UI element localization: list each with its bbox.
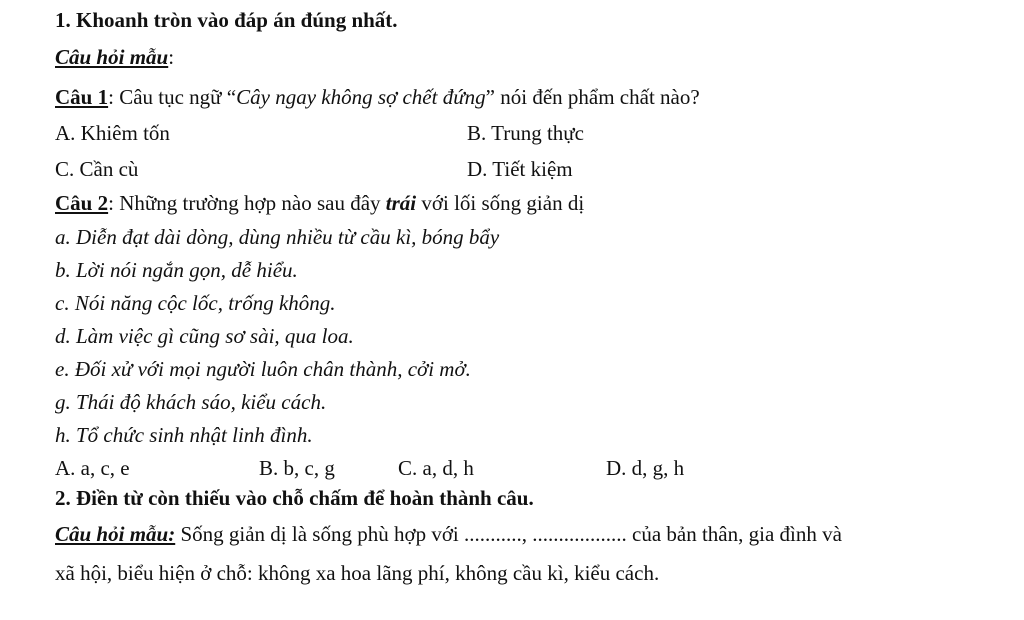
sample-question-colon: : bbox=[168, 45, 175, 69]
q2-item-d: d. Làm việc gì cũng sơ sài, qua loa. bbox=[55, 324, 354, 348]
q2-item-g: g. Thái độ khách sáo, kiểu cách. bbox=[55, 390, 327, 414]
q2-text-post: với lối sống giản dị bbox=[416, 191, 585, 215]
q2-item-b: b. Lời nói ngắn gọn, dễ hiểu. bbox=[55, 258, 298, 282]
q1-option-c[interactable]: C. Cần cù bbox=[55, 157, 139, 181]
q2-option-a[interactable]: A. a, c, e bbox=[55, 456, 130, 480]
q2-item-h: h. Tổ chức sinh nhật linh đình. bbox=[55, 423, 313, 447]
section2-heading: 2. Điền từ còn thiếu vào chỗ chấm để hoàn thành câu. bbox=[55, 486, 534, 510]
q2-emphasis: trái bbox=[385, 191, 417, 215]
q2-option-b[interactable]: B. b, c, g bbox=[259, 456, 335, 480]
q1-prompt bbox=[55, 85, 700, 109]
q2-label: Câu 2 bbox=[55, 191, 109, 215]
section2-fill-text: Sống giản dị là sống phù hợp với ..........., .................. của bản thân, gia đình và bbox=[175, 522, 842, 546]
q2-option-d[interactable]: D. d, g, h bbox=[606, 456, 685, 480]
section1-heading: 1. Khoanh tròn vào đáp án đúng nhất. bbox=[55, 8, 398, 32]
q1-option-a[interactable]: A. Khiêm tốn bbox=[55, 121, 170, 145]
q1-option-b[interactable]: B. Trung thực bbox=[467, 121, 584, 145]
sample-question-label: Câu hỏi mẫu bbox=[55, 45, 169, 69]
q2-text-pre: : Những trường hợp nào sau đây bbox=[108, 191, 386, 215]
q2-option-c[interactable]: C. a, d, h bbox=[398, 456, 474, 480]
section1-sample-row bbox=[55, 45, 174, 69]
section2-sample-line2: xã hội, biểu hiện ở chỗ: không xa hoa lãng phí, không cầu kì, kiểu cách. bbox=[55, 561, 660, 585]
section2-sample-line1 bbox=[55, 522, 842, 546]
q2-item-e: e. Đối xử với mọi người luôn chân thành, cởi mở. bbox=[55, 357, 471, 381]
q1-text-pre: : Câu tục ngữ “ bbox=[108, 85, 237, 109]
q2-item-c: c. Nói năng cộc lốc, trống không. bbox=[55, 291, 336, 315]
section2-sample-label: Câu hỏi mẫu: bbox=[55, 522, 176, 546]
q1-option-d[interactable]: D. Tiết kiệm bbox=[467, 157, 573, 181]
q2-prompt bbox=[55, 191, 584, 215]
q2-item-a: a. Diễn đạt dài dòng, dùng nhiều từ cầu kì, bóng bẩy bbox=[55, 225, 500, 249]
q1-label: Câu 1 bbox=[55, 85, 109, 109]
q1-proverb: Cây ngay không sợ chết đứng bbox=[236, 85, 486, 109]
q1-text-post: ” nói đến phẩm chất nào? bbox=[485, 85, 700, 109]
